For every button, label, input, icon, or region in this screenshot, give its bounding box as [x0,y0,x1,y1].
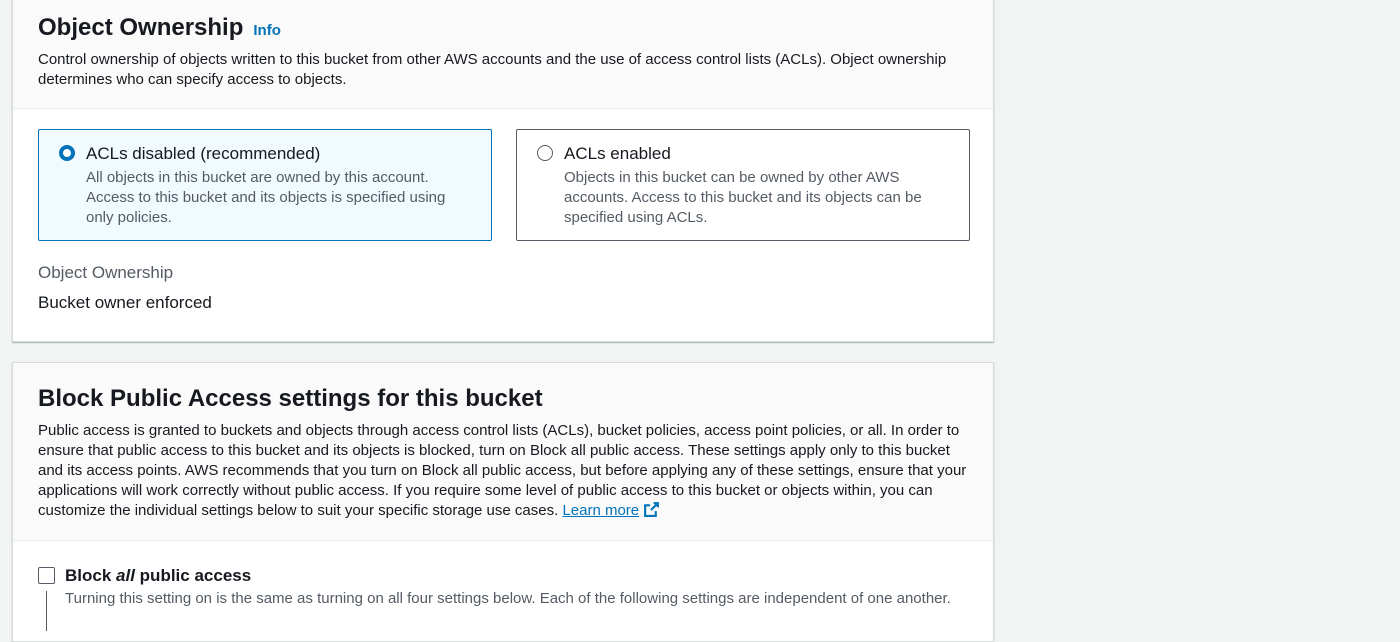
block-all-public-access-description: Turning this setting on is the same as turning on all four settings below. Each of the following settings are independent of one another. [65,590,951,607]
acls-disabled-radio[interactable] [59,145,75,161]
acls-enabled-label: ACLs enabled [564,144,671,163]
external-link-icon [643,501,660,518]
block-all-public-access-label [65,565,251,587]
acls-disabled-tile[interactable] [38,129,492,241]
learn-more-label: Learn more [562,502,640,519]
block-all-public-access-checkbox[interactable] [38,567,55,584]
learn-more-link[interactable] [562,502,660,519]
acls-disabled-description: All objects in this bucket are owned by this account. Access to this bucket and its objects is specified using only policies. [86,169,446,226]
block-all-label-prefix: Block [65,566,112,585]
block-public-access-panel [12,362,994,642]
block-public-access-description [38,421,968,521]
acls-enabled-description: Objects in this bucket can be owned by other AWS accounts. Access to this bucket and its objects can be specified using ACLs. [564,169,922,226]
object-ownership-header [13,0,993,109]
setting-key: Object Ownership [38,263,174,282]
acls-enabled-tile[interactable] [516,129,970,241]
info-link[interactable]: Info [253,22,281,39]
object-ownership-panel [12,0,994,342]
object-ownership-description: Control ownership of objects written to this bucket from other AWS accounts and the use of access control lists (ACLs). Object ownership determines who can specify access to objects. [38,51,947,88]
block-all-label-em: all [116,566,135,585]
object-ownership-setting [38,262,212,314]
object-ownership-title: Object Ownership [38,14,244,41]
block-public-access-description-text: Public access is granted to buckets and objects through access control lists (ACLs), bucket policies, access point policies, or all. In order to ensure that public access to this bucket and its objects is blocked, turn on Block all public access. These settings apply only to this bucket and its access points. AWS recommends that you turn on Block all public access, but before applying any of these settings, ensure that your applications will work correctly without public access. If you require some level of public access to this bucket or objects within, you can customize the individual settings below to suit your specific storage use cases. [38,422,967,519]
setting-value: Bucket owner enforced [38,293,212,312]
block-public-access-title: Block Public Access settings for this bucket [38,385,543,412]
block-public-access-header [13,363,993,541]
acls-enabled-radio[interactable] [537,145,553,161]
block-all-label-suffix: public access [139,566,252,585]
tree-connector-line [46,591,47,631]
acls-disabled-label: ACLs disabled (recommended) [86,144,321,163]
